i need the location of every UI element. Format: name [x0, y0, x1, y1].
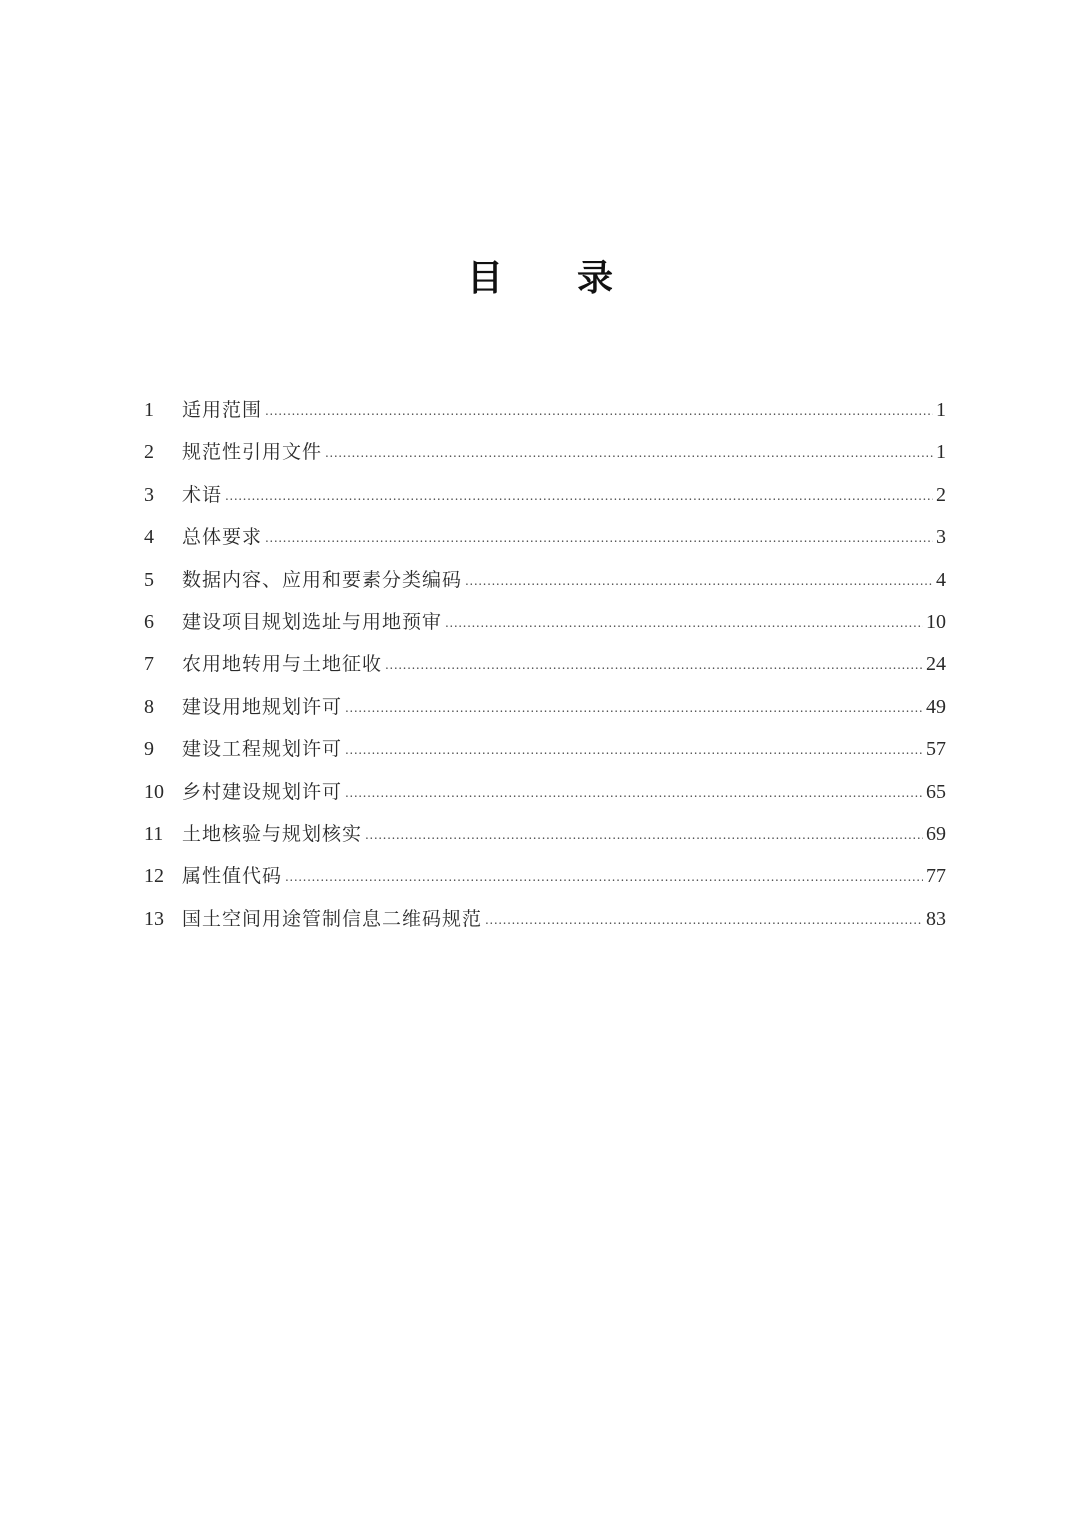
title-spacer: [503, 250, 577, 301]
toc-entry-title: 建设项目规划选址与用地预审: [182, 610, 443, 633]
toc-entry-title: 数据内容、应用和要素分类编码: [182, 568, 463, 591]
toc-entry-number: 11: [144, 822, 164, 845]
dot-leader: [265, 390, 933, 432]
toc-entry-number: 3: [144, 483, 154, 506]
toc-entry-number: 1: [144, 399, 154, 421]
toc-entry-page: 1: [936, 441, 946, 464]
toc-entry-page: 3: [936, 526, 946, 549]
dot-leader: [225, 475, 933, 517]
toc-entry-page: 83: [926, 907, 946, 930]
toc-entry-title: 国土空间用途管制信息二维码规范: [182, 907, 483, 930]
toc-entry-title: 建设工程规划许可: [182, 738, 343, 761]
page-title-char-2: 录: [577, 257, 614, 299]
toc-entry[interactable]: [144, 643, 946, 685]
toc-entry-number: 9: [144, 738, 154, 761]
toc-entry-number: 8: [144, 695, 154, 718]
toc-entry-number: 7: [144, 653, 154, 676]
toc-entry[interactable]: [144, 728, 946, 770]
toc-entry[interactable]: [144, 601, 946, 643]
toc-entry[interactable]: [144, 389, 946, 431]
toc-entry[interactable]: [144, 686, 946, 728]
dot-leader: [345, 772, 923, 814]
toc-entry-page: 65: [926, 780, 946, 803]
toc-entry-title: 规范性引用文件: [182, 441, 323, 464]
toc-entry[interactable]: [144, 474, 946, 516]
toc-entry-number: 4: [144, 526, 154, 549]
table-of-contents: [144, 389, 946, 940]
page-title: [0, 250, 1080, 301]
dot-leader: [345, 729, 923, 771]
toc-entry-page: 57: [926, 738, 946, 761]
toc-entry-title: 乡村建设规划许可: [182, 780, 343, 803]
toc-entry-page: 69: [926, 822, 946, 845]
toc-entry-title: 总体要求: [182, 526, 263, 549]
dot-leader: [485, 899, 923, 941]
toc-entry-number: 6: [144, 610, 154, 633]
toc-entry[interactable]: [144, 771, 946, 813]
toc-entry-title: 属性值代码: [182, 865, 283, 888]
toc-entry-page: 77: [926, 865, 946, 888]
toc-entry-number: 12: [144, 865, 164, 888]
toc-entry-title: 土地核验与规划核实: [182, 822, 363, 845]
dot-leader: [365, 814, 923, 856]
dot-leader: [345, 687, 923, 729]
toc-entry-title: 建设用地规划许可: [182, 695, 343, 718]
dot-leader: [445, 602, 923, 644]
toc-entry-page: 49: [926, 695, 946, 718]
toc-entry-number: 13: [144, 907, 164, 930]
toc-entry-page: 4: [936, 568, 946, 591]
toc-entry-number: 10: [144, 780, 164, 803]
dot-leader: [465, 560, 933, 602]
toc-entry[interactable]: [144, 898, 946, 940]
page-title-char-1: 目: [467, 257, 504, 299]
toc-entry-title: 适用范围: [182, 399, 263, 421]
toc-entry[interactable]: [144, 559, 946, 601]
toc-entry[interactable]: [144, 813, 946, 855]
toc-entry-number: 2: [144, 441, 154, 464]
dot-leader: [285, 856, 923, 898]
toc-entry[interactable]: [144, 431, 946, 473]
dot-leader: [325, 432, 933, 474]
toc-entry-number: 5: [144, 568, 154, 591]
dot-leader: [265, 517, 933, 559]
toc-entry[interactable]: [144, 516, 946, 558]
toc-entry-page: 24: [926, 653, 946, 676]
toc-entry-page: 1: [936, 399, 946, 421]
toc-entry-title: 农用地转用与土地征收: [182, 653, 383, 676]
toc-entry-page: 2: [936, 483, 946, 506]
toc-entry-page: 10: [926, 610, 946, 633]
toc-entry-title: 术语: [182, 483, 223, 506]
toc-entry[interactable]: [144, 855, 946, 897]
dot-leader: [385, 644, 923, 686]
